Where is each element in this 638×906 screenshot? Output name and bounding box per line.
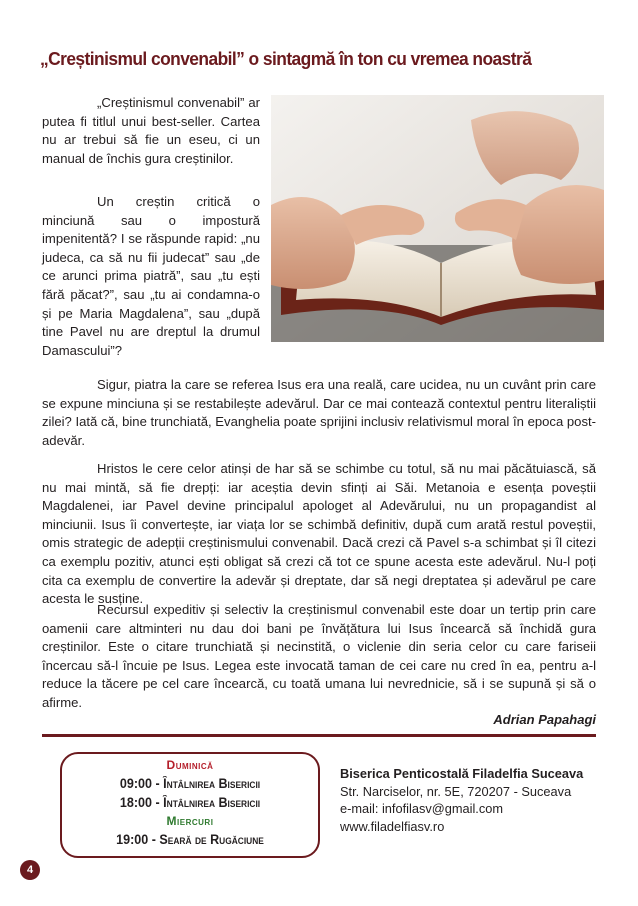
church-address: Str. Narciselor, nr. 5E, 720207 - Suceava — [340, 783, 572, 799]
church-contact — [340, 765, 610, 835]
church-name: Biserica Penticostală Filadelfia Suceava — [340, 766, 584, 781]
church-website[interactable]: www.filadelfiasv.ro — [340, 818, 445, 834]
article-paragraph-4: Hristos le cere celor atinși de har să se schimbe cu totul, să nu mai păcătuiască, să nu mai mintă, să fie drepți: iar aceștia devin sfinți ai Săi. Metanoia e esența poveștii Magdalenei, iar Pavel devine principalul apologet al Adevărului, nu un propagandist al minciunii. Isus îi convertește, iar viața lor se schimbă definitiv, după cum arată restul poveștii, omis strategic de adepții creștinismului convenabil. Dacă crezi că Pavel s-a schimbat și îl citezi ca exemplu pozitiv, atunci ești obligat să crezi că tot ce spune acesta este adevărul. Nu-l poți cita ca exemplu de convertire la adevăr și dreptate, dar să negi dreptatea și adevărul pe care acesta le susține. — [42, 461, 596, 607]
article-paragraph-2: Un creștin critică o minciună sau o impostură impenitentă? I se răspunde rapid: „nu judeca, ca să nu fii judecat” sau „de ce arunci prima piatră”, sau „tu ești fără păcat?”, sau „tu ai condamna-o și pe Maria Magdalena”, sau „după tine Pavel nu are dreptul la drumul Damascului”? — [42, 194, 260, 358]
article-author: Adrian Papahagi — [493, 712, 596, 727]
bible-photo — [271, 95, 604, 342]
church-email[interactable]: e-mail: infofilasv@gmail.com — [340, 801, 504, 816]
schedule-box — [60, 752, 320, 858]
schedule-day-wednesday: Miercuri — [166, 814, 214, 828]
schedule-entry-1: 09:00 - Întâlnirea Bisericii — [119, 776, 261, 791]
article-paragraph-3: Sigur, piatra la care se referea Isus era una reală, care ucidea, nu un cuvânt prin care se expune minciuna și se restabilește adevărul. Dar ce mai contează contextul pentru literaliștii zilei? Iată că, bine trunchiată, Evanghelia poate sprijini inclusiv relativismul moral în epoca post-adevăr. — [42, 377, 596, 448]
schedule-day-sunday: Duminică — [166, 758, 214, 772]
page-number: 4 — [20, 860, 40, 880]
article-title: „Creștinismul convenabil” o sintagmă în ton cu vremea noastră — [40, 48, 532, 69]
divider — [42, 734, 596, 737]
schedule-entry-2: 18:00 - Întâlnirea Bisericii — [119, 795, 261, 810]
article-paragraph-5: Recursul expeditiv și selectiv la creștinismul convenabil este doar un tertip prin care oamenii care altminteri nu dau doi bani pe învățătura lui Isus încearcă să închidă gura creștinilor. Este o citare trunchiată și necinstită, o viclenie din seria celor cu care fariseii încercau să-l încuie pe Isus. Legea este invocată taman de cei care nu cred în ea, pentru a-l reduce la tăcere pe cel care încearcă, cu toată umana lui nevrednicie, să i se supună și să o afirme. — [42, 602, 596, 710]
article-paragraph-1: „Creștinismul convenabil” ar putea fi titlul unui best-seller. Cartea nu ar trebui să fie un eseu, ci un manual de închis gura creștinilor. — [42, 95, 260, 166]
schedule-entry-3: 19:00 - Seară de Rugăciune — [116, 832, 264, 847]
